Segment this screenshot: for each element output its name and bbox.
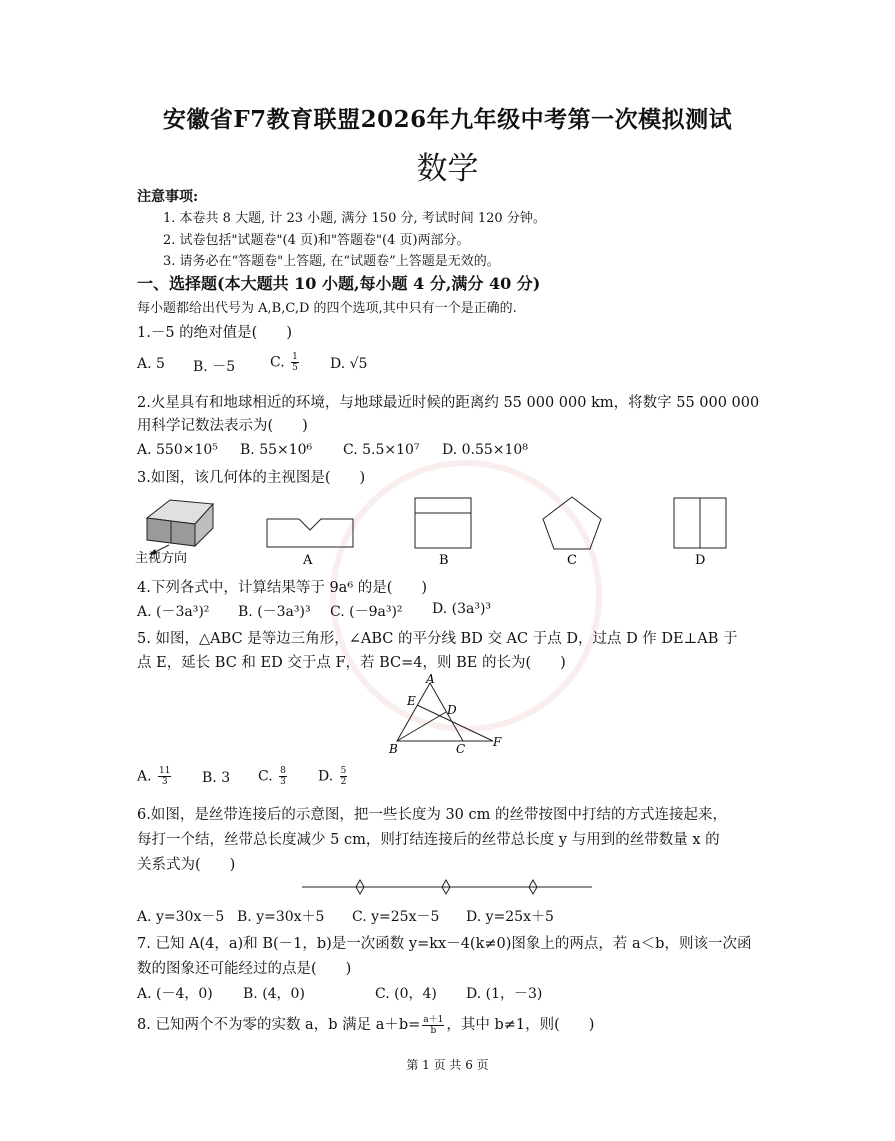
q6-option-d: D. y=25x＋5 xyxy=(466,909,554,925)
q5-line1: 5. 如图，△ABC 是等边三角形，∠ABC 的平分线 BD 交 AC 于点 D，过点 D 作 DE⊥AB 于 xyxy=(137,631,738,647)
q6-option-a: A. y=30x－5 xyxy=(137,909,225,925)
section-heading: 一、选择题(本大题共 10 小题,每小题 4 分,满分 40 分) xyxy=(137,274,541,293)
q1-stem: 1.－5 的绝对值是( ) xyxy=(137,325,292,341)
q1-c-fraction: $\frac{1}{5}$ xyxy=(292,352,298,373)
q1-option-d: D. √5 xyxy=(330,356,368,372)
q3-figure xyxy=(135,488,775,573)
label-b: B xyxy=(389,742,398,756)
q7-line2: 数的图象还可能经过的点是( ) xyxy=(137,961,352,977)
q5-d-fraction: $\frac{5}{2}$ xyxy=(340,766,347,787)
page-footer: 第 1 页 共 6 页 xyxy=(406,1058,489,1072)
q5-option-a: A. $\frac{11}{3}$ xyxy=(137,766,171,787)
q7-option-a: A. (－4，0) xyxy=(137,986,213,1002)
q4-option-d: D. (3a³)³ xyxy=(432,601,492,617)
q3-option-d: D xyxy=(695,553,706,568)
q3-option-c: C xyxy=(567,553,577,568)
note-item: 2. 试卷包括"试题卷"(4 页)和"答题卷"(4 页)两部分。 xyxy=(163,233,470,248)
q3-option-a-shape xyxy=(267,519,353,547)
q7-option-d: D. (1，－3) xyxy=(466,986,543,1002)
q3-stem: 3.如图，该几何体的主视图是( ) xyxy=(137,470,366,486)
notes-heading: 注意事项: xyxy=(137,189,199,205)
q1-option-c: C. $\frac{1}{5}$ xyxy=(270,352,298,373)
q3-option-a: A xyxy=(303,553,313,568)
q6-option-c: C. y=25x－5 xyxy=(352,909,440,925)
q5-option-c: C. $\frac{8}{3}$ xyxy=(258,766,286,787)
q6-ribbon-figure xyxy=(300,877,595,897)
prism-solid xyxy=(147,500,213,546)
q4-stem: 4.下列各式中，计算结果等于 9a⁶ 的是( ) xyxy=(137,580,428,596)
q2-option-c: C. 5.5×10⁷ xyxy=(343,442,420,458)
subject-title: 数学 xyxy=(416,151,479,187)
q4-option-c: C. (－9a³)² xyxy=(330,604,403,620)
q4-option-a: A. (－3a³)² xyxy=(137,604,210,620)
q8-fraction: $\frac{a+1}{b}$ xyxy=(423,1014,444,1036)
note-item: 1. 本卷共 8 大题, 计 23 小题, 满分 150 分, 考试时间 120 分钟。 xyxy=(163,211,546,226)
q2-option-d: D. 0.55×10⁸ xyxy=(442,442,528,458)
section-instruction: 每小题都给出代号为 A,B,C,D 的四个选项,其中只有一个是正确的. xyxy=(137,301,517,316)
q1-option-b: B. －5 xyxy=(193,359,236,375)
q5-figure xyxy=(385,673,515,758)
q6-line3: 关系式为( ) xyxy=(137,857,236,873)
q3-option-d-shape xyxy=(674,498,726,548)
q5-option-d: D. $\frac{5}{2}$ xyxy=(318,766,347,787)
q2-line2: 用科学记数法表示为( ) xyxy=(137,418,308,434)
q7-option-b: B. (4，0) xyxy=(243,986,305,1002)
label-e: E xyxy=(407,694,416,708)
q5-line2: 点 E，延长 BC 和 ED 交于点 F，若 BC=4，则 BE 的长为( ) xyxy=(137,655,566,671)
page-title: 安徽省F7教育联盟2026年九年级中考第一次模拟测试 xyxy=(162,106,733,133)
q6-line2: 每打一个结，丝带总长度减少 5 cm，则打结连接后的丝带总长度 y 与用到的丝带数量 x 的 xyxy=(137,832,720,848)
q5-option-b: B. 3 xyxy=(202,770,231,786)
q2-option-a: A. 550×10⁵ xyxy=(137,442,218,458)
q2-line1: 2.火星具有和地球相近的环境，与地球最近时候的距离约 55 000 000 km，将数字 55 000 000 xyxy=(137,395,760,411)
q2-option-b: B. 55×10⁶ xyxy=(240,442,313,458)
label-a: A xyxy=(426,673,435,686)
q7-option-c: C. (0，4) xyxy=(375,986,437,1002)
q8-stem: 8. 已知两个不为零的实数 a，b 满足 a＋b= $\frac{a+1}{b}$ ，其中 b≠1，则( ) xyxy=(137,1014,595,1036)
q1-option-a: A. 5 xyxy=(137,356,165,372)
q4-option-b: B. (－3a³)³ xyxy=(238,604,311,620)
q6-option-b: B. y=30x＋5 xyxy=(237,909,325,925)
q5-c-fraction: $\frac{8}{3}$ xyxy=(280,766,286,787)
q3-option-b-shape xyxy=(415,498,471,548)
view-caption: 主视方向 xyxy=(135,551,188,566)
q5-a-fraction: $\frac{11}{3}$ xyxy=(159,766,171,787)
label-d: D xyxy=(447,703,457,717)
label-c: C xyxy=(456,742,466,756)
note-item: 3. 请务必在“答题卷"上答题, 在“试题卷”上答题是无效的。 xyxy=(163,254,500,269)
q3-option-c-shape xyxy=(543,497,601,549)
q3-option-b: B xyxy=(439,553,449,568)
q6-line1: 6.如图，是丝带连接后的示意图，把一些长度为 30 cm 的丝带按图中打结的方式连接起来， xyxy=(137,807,727,823)
q7-line1: 7. 已知 A(4，a)和 B(－1，b)是一次函数 y=kx－4(k≠0)图象上的两点，若 a＜b，则该一次函 xyxy=(137,936,752,952)
label-f: F xyxy=(493,735,502,749)
